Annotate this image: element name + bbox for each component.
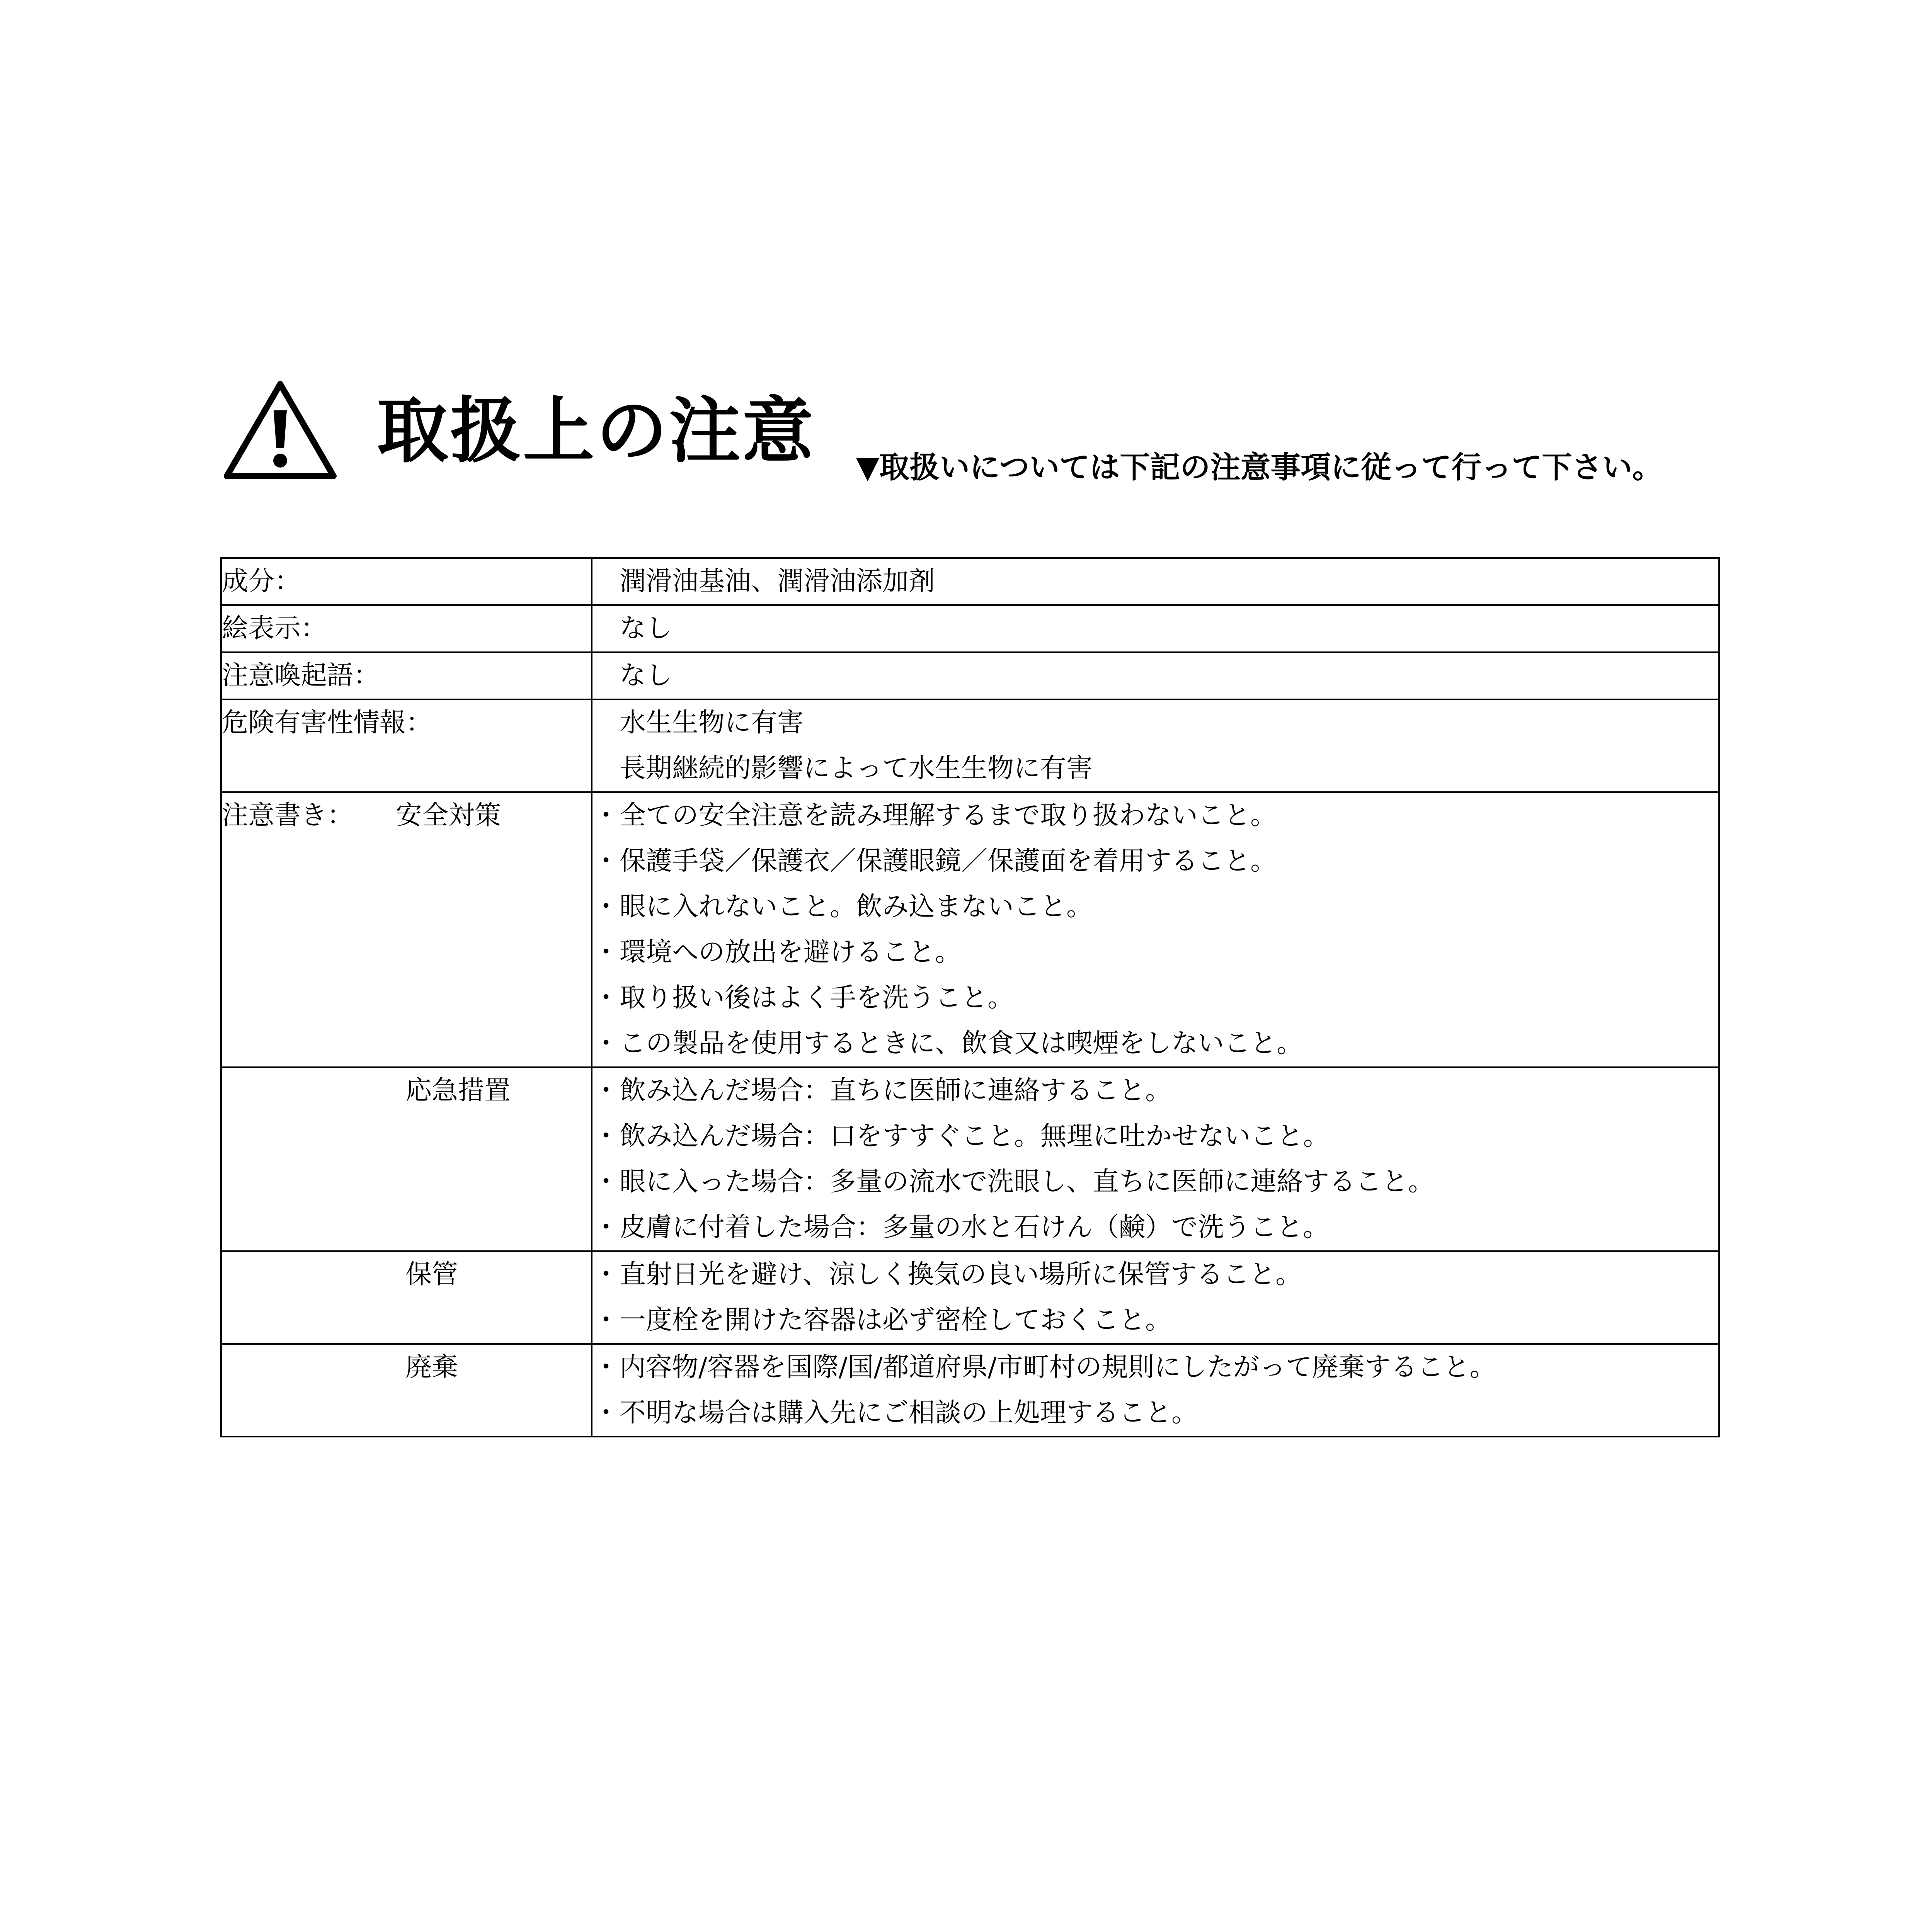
bullet: ・ — [592, 1305, 619, 1335]
list-item — [592, 1205, 1718, 1250]
content-text: なし — [620, 613, 672, 644]
row-label — [221, 605, 592, 652]
content-text: 取り扱い後はよく手を洗うこと。 — [620, 983, 1014, 1013]
list-item — [592, 975, 1718, 1021]
label-text: 危険有害性情報： — [222, 707, 432, 738]
list-item — [592, 930, 1718, 975]
sub-label-text: 安全対策 — [396, 800, 501, 831]
page-subtitle: ▼取扱いについては下記の注意事項に従って行って下さい。 — [856, 450, 1663, 485]
content-text: 全ての安全注意を読み理解するまで取り扱わないこと。 — [620, 800, 1277, 831]
bullet: ・ — [592, 1212, 619, 1243]
list-item — [592, 884, 1718, 930]
row-content — [592, 558, 1719, 605]
label-text: 保管 — [405, 1259, 458, 1290]
list-item — [592, 1345, 1718, 1390]
content-line — [592, 653, 1718, 699]
content-text: 一度栓を開けた容器は必ず密栓しておくこと。 — [620, 1305, 1172, 1335]
list-item — [592, 793, 1718, 838]
content-text: 皮膚に付着した場合：多量の水と石けん（鹸）で洗うこと。 — [620, 1212, 1330, 1243]
bullet: ・ — [592, 1121, 619, 1151]
content-text: 直射日光を避け、涼しく換気の良い場所に保管すること。 — [620, 1259, 1302, 1290]
content-line — [592, 559, 1718, 604]
page-title: 取扱上の注意 — [377, 389, 815, 473]
table-row-signal-word — [221, 652, 1719, 699]
row-label — [221, 558, 592, 605]
bullet: ・ — [592, 1398, 619, 1428]
label-text: 成分： — [222, 566, 301, 597]
row-content — [592, 652, 1719, 699]
list-item — [592, 838, 1718, 884]
table-row-hazard — [221, 699, 1719, 792]
bullet: ・ — [592, 800, 619, 831]
content-text: 保護手袋／保護衣／保護眼鏡／保護面を着用すること。 — [620, 846, 1277, 876]
content-text: 眼に入れないこと。飲み込まないこと。 — [620, 891, 1093, 922]
table-row-safety-measures — [221, 792, 1719, 1067]
row-content — [592, 1067, 1719, 1251]
row-content — [592, 792, 1719, 1067]
list-item — [592, 1252, 1718, 1298]
content-text: なし — [620, 660, 672, 691]
row-label — [221, 1067, 592, 1251]
bullet: ・ — [592, 846, 619, 876]
list-item — [592, 1021, 1718, 1066]
precautions-table — [220, 557, 1720, 1437]
document-header — [222, 371, 1722, 498]
bullet: ・ — [592, 1075, 619, 1106]
content-line — [592, 746, 1718, 791]
list-item — [592, 1390, 1718, 1436]
content-line — [592, 700, 1718, 746]
row-content — [592, 605, 1719, 652]
bullet: ・ — [592, 1259, 619, 1290]
list-item — [592, 1068, 1718, 1114]
warning-triangle-icon — [222, 379, 338, 481]
label-text: 廃棄 — [405, 1352, 458, 1383]
row-label — [221, 1251, 592, 1344]
label-text: 注意喚起語： — [222, 660, 380, 691]
content-text: 不明な場合は購入先にご相談の上処理すること。 — [620, 1398, 1198, 1428]
content-text: 水生生物に有害 — [620, 707, 804, 738]
row-content — [592, 699, 1719, 792]
content-text: 飲み込んだ場合：直ちに医師に連絡すること。 — [620, 1075, 1172, 1106]
bullet: ・ — [592, 937, 619, 968]
list-item — [592, 1114, 1718, 1159]
table-row-disposal — [221, 1344, 1719, 1437]
content-text: 内容物/容器を国際/国/都道府県/市町村の規則にしたがって廃棄すること。 — [620, 1352, 1496, 1383]
bullet: ・ — [592, 1167, 619, 1197]
row-label — [221, 792, 592, 1067]
content-line — [592, 606, 1718, 651]
table-row-emergency — [221, 1067, 1719, 1251]
list-item — [592, 1159, 1718, 1205]
content-text: 長期継続的影響によって水生生物に有害 — [620, 753, 1093, 784]
content-text: 飲み込んだ場合：口をすすぐこと。無理に吐かせないこと。 — [620, 1121, 1330, 1151]
label-text: 応急措置 — [405, 1075, 511, 1106]
content-text: 眼に入った場合：多量の流水で洗眼し、直ちに医師に連絡すること。 — [620, 1167, 1435, 1197]
bullet: ・ — [592, 1028, 619, 1059]
row-label — [221, 699, 592, 792]
row-label — [221, 1344, 592, 1437]
label-text: 注意書き： — [222, 800, 354, 831]
row-content — [592, 1344, 1719, 1437]
table-row-ingredients — [221, 558, 1719, 605]
row-label — [221, 652, 592, 699]
bullet: ・ — [592, 891, 619, 922]
bullet: ・ — [592, 1352, 619, 1383]
bullet: ・ — [592, 983, 619, 1013]
content-text: 潤滑油基油、潤滑油添加剤 — [620, 566, 935, 597]
content-text: この製品を使用するときに、飲食又は喫煙をしないこと。 — [620, 1028, 1303, 1059]
table-row-pictogram — [221, 605, 1719, 652]
row-content — [592, 1251, 1719, 1344]
label-text: 絵表示： — [222, 613, 327, 644]
content-text: 環境への放出を避けること。 — [620, 937, 962, 968]
list-item — [592, 1298, 1718, 1343]
table-row-storage — [221, 1251, 1719, 1344]
